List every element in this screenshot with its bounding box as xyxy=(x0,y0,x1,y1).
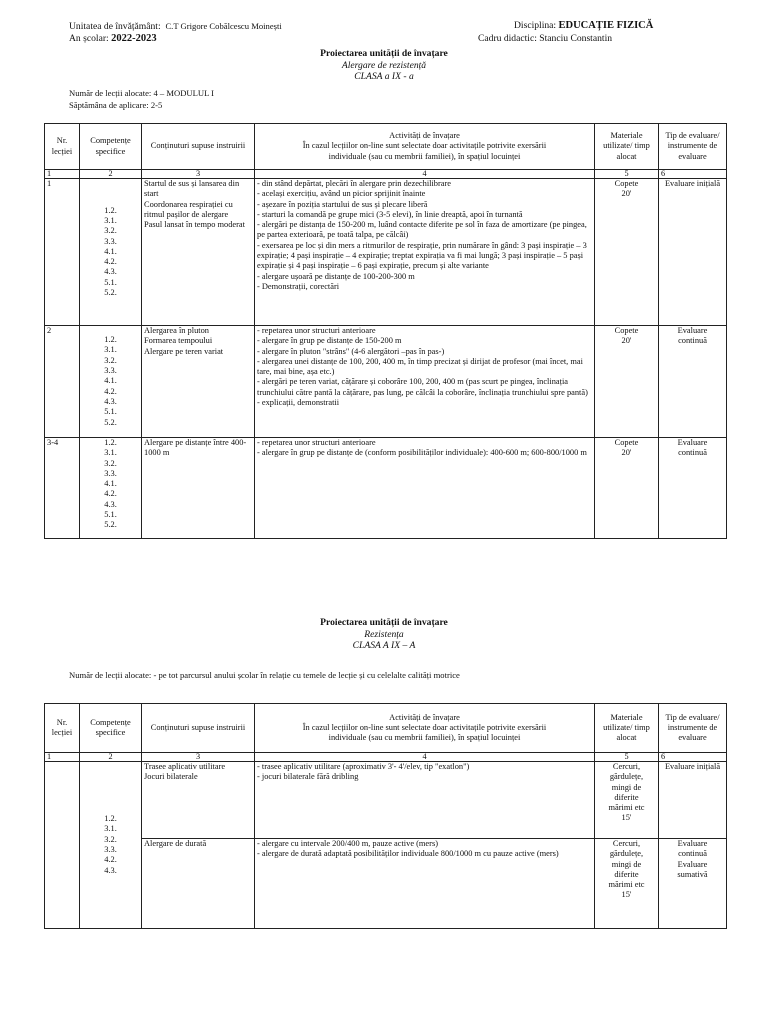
competences-line: 3.1. xyxy=(104,448,117,458)
competence-line: 1.2. xyxy=(104,814,117,824)
competences-line: 3.3. xyxy=(104,366,117,376)
materials-cell xyxy=(595,438,659,539)
content-cell xyxy=(142,762,255,839)
competences-line: 4.2. xyxy=(104,257,117,267)
competences-line: 5.2. xyxy=(104,417,117,427)
activities-line: - alergare ușoară pe distanțe de 100-200-300 m xyxy=(257,271,415,281)
col-materials-header: Materiale utilizate/ timp alocat xyxy=(595,124,659,170)
col-evaluation-header: Tip de evaluare/ instrumente de evaluare xyxy=(659,704,727,753)
col-materials-header: Materiale utilizate/ timp alocat xyxy=(595,704,659,753)
activities-line: - alergări pe teren variat, cățărare și coborâre 100, 200, 400 m (pas scurt pe pingea, înclinația trunchiului către pantă la cățărare, pas lung, pe călcâi la coborâre, înclinația trunchiului spre pantă) xyxy=(257,377,588,397)
school-line xyxy=(69,20,282,33)
section1-title: Proiectarea unității de învațare xyxy=(320,48,448,59)
activities-line: - repetarea unor structuri anterioare xyxy=(257,326,376,335)
activities-line: - alergări pe distanța de 150-200 m, luând contacte diferite pe sol în faza de amortizare (pe pingea, pe partea exterioară, pe toată talpa, pe călcâi) xyxy=(257,220,587,240)
table-row xyxy=(45,438,727,539)
competences-line: 5.1. xyxy=(104,277,117,287)
evaluation-line: Evaluare xyxy=(677,859,708,869)
content-cell xyxy=(142,438,255,539)
activities-line: - repetarea unor structuri anterioare xyxy=(257,438,376,447)
lesson-number-cell xyxy=(45,762,80,929)
evaluation-line: Evaluare inițială xyxy=(664,179,721,188)
competences-line: 4.3. xyxy=(104,267,117,277)
section1-week: Săptămâna de aplicare: 2-5 xyxy=(69,100,163,110)
materials-line: 20' xyxy=(621,189,632,199)
content-line: Formarea tempoului xyxy=(144,336,213,346)
materials-line: mingi de xyxy=(611,782,642,792)
materials-line: Copete xyxy=(614,179,639,188)
section2-class: CLASA A IX – A xyxy=(352,640,416,651)
content-line: Alergare de durată xyxy=(144,839,207,848)
table-row xyxy=(45,762,727,839)
competences-line: 3.3. xyxy=(104,236,117,246)
content-line: Alergarea în pluton xyxy=(144,326,209,335)
materials-line: mărimi etc xyxy=(608,803,645,813)
teacher-label: Cadru didactic: xyxy=(478,33,537,44)
evaluation-line: sumativă xyxy=(677,869,708,879)
table-header-row xyxy=(45,124,727,170)
competences-line: 5.1. xyxy=(104,407,117,417)
col-activities-header: Activități de învațare În cazul lecțiilor on-line sunt selectate doar activitațile potrivite exersării individuale (sau cu membrii familiei), în spațiul locuinței xyxy=(255,704,595,753)
activities-line: - starturi la comandă pe grupe mici (3-5 elevi), în linie dreaptă, apoi în turnantă xyxy=(257,209,523,219)
evaluation-line: continuă xyxy=(678,336,707,346)
lesson-number-cell: 2 xyxy=(45,326,80,438)
discipline-line xyxy=(514,20,653,32)
competences-line: 4.3. xyxy=(104,499,117,509)
evaluation-line: continuă xyxy=(678,448,707,458)
competence-line: 3.3. xyxy=(104,845,117,854)
table-header-row xyxy=(45,704,727,753)
competences-line: 3.2. xyxy=(104,458,117,468)
section1-heading xyxy=(0,48,768,83)
section2-lessons: Număr de lecții alocate: - pe tot parcursul anului școlar în relație cu temele de lecție și cu celelalte calități motrice xyxy=(69,670,460,680)
competences-line: 5.2. xyxy=(104,520,117,530)
materials-line: mingi de xyxy=(611,859,642,869)
materials-cell xyxy=(595,326,659,438)
evaluation-cell xyxy=(659,438,727,539)
competences-line: 4.2. xyxy=(104,489,117,499)
materials-line: Copete xyxy=(614,438,639,447)
materials-line: Cercuri, xyxy=(612,839,641,848)
evaluation-cell xyxy=(659,839,727,929)
activities-line: - jocuri bilaterale fără dribling xyxy=(257,772,359,782)
col-competences-header: Competențe specifice xyxy=(80,124,142,170)
competences-cell xyxy=(80,326,142,438)
year-line xyxy=(69,33,157,45)
competences-line: 3.2. xyxy=(104,226,117,236)
content-cell xyxy=(142,326,255,438)
content-cell xyxy=(142,839,255,929)
competence-line: 3.2. xyxy=(104,834,117,844)
activities-cell xyxy=(255,438,595,539)
lesson-number-cell: 3-4 xyxy=(45,438,80,539)
materials-line: diferite xyxy=(614,792,639,802)
col-activities-header: Activități de învațare În cazul lecțiilor on-line sunt selectate doar activitațile potrivite exersării individuale (sau cu membrii familiei), în spațiul locuinței xyxy=(255,124,595,170)
competence-line: 4.3. xyxy=(104,865,117,875)
evaluation-line: Evaluare xyxy=(677,839,708,848)
activities-line: - alergare de durată adaptată posibilităților individuale 800/1000 m cu pauze active (mers) xyxy=(257,849,559,859)
content-line: Pasul lansat în tempo moderat xyxy=(144,220,245,230)
col-competences-header: Competențe specifice xyxy=(80,704,142,753)
plan-table-1 xyxy=(44,123,727,539)
activities-line: - alergarea unei distanțe de 100, 200, 400 m, în timp precizat și dirijat de profesor (mai încet, mai tare, mai bine, așa etc.) xyxy=(257,356,583,377)
materials-line: Copete xyxy=(614,326,639,335)
evaluation-line: Evaluare xyxy=(677,438,708,447)
activities-cell xyxy=(255,839,595,929)
content-line: Startul de sus și lansarea din start xyxy=(144,179,240,199)
content-line: Alergare pe teren variat xyxy=(144,346,224,356)
competences-line: 5.1. xyxy=(104,510,117,520)
col-content-header: Conținuturi supuse instruirii xyxy=(142,124,255,170)
activities-line: - trasee aplicativ utilitare (aproximativ 3'- 4'/elev, tip "exatlon") xyxy=(257,762,470,771)
competences-cell xyxy=(80,762,142,929)
evaluation-line: continuă xyxy=(678,849,707,859)
materials-line: 20' xyxy=(621,336,632,346)
school-value: C.T Grigore Cobălcescu Moinești xyxy=(165,21,282,31)
year-value: 2022-2023 xyxy=(111,33,157,44)
section2-subtitle: Rezistența xyxy=(364,628,404,640)
competences-line: 3.3. xyxy=(104,468,117,478)
column-number-row: 1 2 3 4 5 6 xyxy=(45,170,727,179)
materials-cell xyxy=(595,179,659,326)
content-line: Coordonarea respirației cu ritmul pașilor de alergare xyxy=(144,199,233,219)
lesson-number-cell: 1 xyxy=(45,179,80,326)
activities-line: - așezare în poziția startului de sus și plecare liberă xyxy=(257,199,428,209)
section2-title: Proiectarea unității de învațare xyxy=(320,617,448,628)
col-nr-header: Nr. lecției xyxy=(45,704,80,753)
section2-heading xyxy=(0,617,768,652)
materials-line: gărdulețe, xyxy=(609,772,644,782)
activities-line: - Demonstrații, corectări xyxy=(257,281,340,291)
materials-cell xyxy=(595,762,659,839)
competences-line: 3.2. xyxy=(104,355,117,365)
competences-line: 5.2. xyxy=(104,288,117,298)
materials-line: Cercuri, xyxy=(612,762,641,771)
table-row xyxy=(45,839,727,929)
materials-cell xyxy=(595,839,659,929)
materials-line: 20' xyxy=(621,448,632,458)
table-row xyxy=(45,179,727,326)
content-line: Jocuri bilaterale xyxy=(144,772,198,782)
materials-line: mărimi etc xyxy=(608,880,645,890)
discipline-value: EDUCAȚIE FIZICĂ xyxy=(558,20,654,31)
column-number-row: 1 2 3 4 5 6 xyxy=(45,753,727,762)
evaluation-cell xyxy=(659,179,727,326)
col-content-header: Conținuturi supuse instruirii xyxy=(142,704,255,753)
evaluation-line: Evaluare inițială xyxy=(664,762,721,771)
school-label: Unitatea de învățământ: xyxy=(69,21,161,32)
activities-cell xyxy=(255,326,595,438)
competences-line: 1.2. xyxy=(104,438,117,447)
plan-table-2 xyxy=(44,703,727,929)
competences-cell xyxy=(80,179,142,326)
activities-line: - alergare cu intervale 200/400 m, pauze active (mers) xyxy=(257,839,438,848)
competence-line: 4.2. xyxy=(104,855,117,865)
activities-line: - exersarea pe loc și din mers a ritmurilor de respirație, prin numărare în gând: 3 pași inspirație – 3 expirație; 4 pași inspirație – 4 expirație; treptat expirația va fi mai lungă; 3 pași inspirație – 5 pași expirație și 4 pași inspirație – 6 pași expirație, precum și alte variante xyxy=(257,240,587,271)
discipline-label: Disciplina: xyxy=(514,20,557,31)
materials-line: 15' xyxy=(621,890,632,900)
competences-cell xyxy=(80,438,142,539)
section1-class: CLASA a IX - a xyxy=(354,71,414,82)
materials-line: 15' xyxy=(621,813,632,823)
activities-line: - alergare în pluton "strâns" (4-6 alergători –pas în pas-) xyxy=(257,346,445,356)
competences-line: 4.1. xyxy=(104,246,117,256)
content-line: Trasee aplicativ utilitare xyxy=(144,762,226,771)
section1-lessons: Număr de lecții alocate: 4 – MODULUL I xyxy=(69,88,215,98)
activities-line: - din stând depărtat, plecări în alergare prin dezechilibrare xyxy=(257,179,452,188)
activities-line: - alergare în grup pe distanțe de (conform posibilităților individuale): 400-600 m; 600-800/1000 m xyxy=(257,448,587,458)
col-evaluation-header: Tip de evaluare/ instrumente de evaluare xyxy=(659,124,727,170)
competences-line: 4.1. xyxy=(104,376,117,386)
evaluation-cell xyxy=(659,762,727,839)
content-line: Alergare pe distanțe între 400-1000 m xyxy=(144,438,247,458)
evaluation-line: Evaluare xyxy=(677,326,708,335)
teacher-value: Stanciu Constantin xyxy=(539,33,613,44)
competences-line: 1.2. xyxy=(104,335,117,345)
competences-line: 3.1. xyxy=(104,345,117,355)
teacher-line xyxy=(478,33,612,45)
competences-line: 4.3. xyxy=(104,396,117,406)
activities-line: - explicații, demonstratii xyxy=(257,398,340,408)
materials-line: gărdulețe, xyxy=(609,849,644,859)
table-row xyxy=(45,326,727,438)
competences-line: 4.2. xyxy=(104,386,117,396)
evaluation-cell xyxy=(659,326,727,438)
activities-cell xyxy=(255,762,595,839)
competences-line: 4.1. xyxy=(104,479,117,489)
section1-subtitle: Alergare de rezistență xyxy=(341,59,427,71)
materials-line: diferite xyxy=(614,869,639,879)
activities-cell xyxy=(255,179,595,326)
competences-line: 1.2. xyxy=(104,205,117,215)
competence-line: 3.1. xyxy=(104,824,117,834)
activities-line: - alergare în grup pe distanțe de 150-200 m xyxy=(257,336,402,346)
competences-line: 3.1. xyxy=(104,215,117,225)
year-label: An școlar: xyxy=(69,33,109,44)
col-nr-header: Nr. lecției xyxy=(45,124,80,170)
activities-line: - același exercițiu, având un picior sprijinit înainte xyxy=(257,189,426,199)
content-cell xyxy=(142,179,255,326)
